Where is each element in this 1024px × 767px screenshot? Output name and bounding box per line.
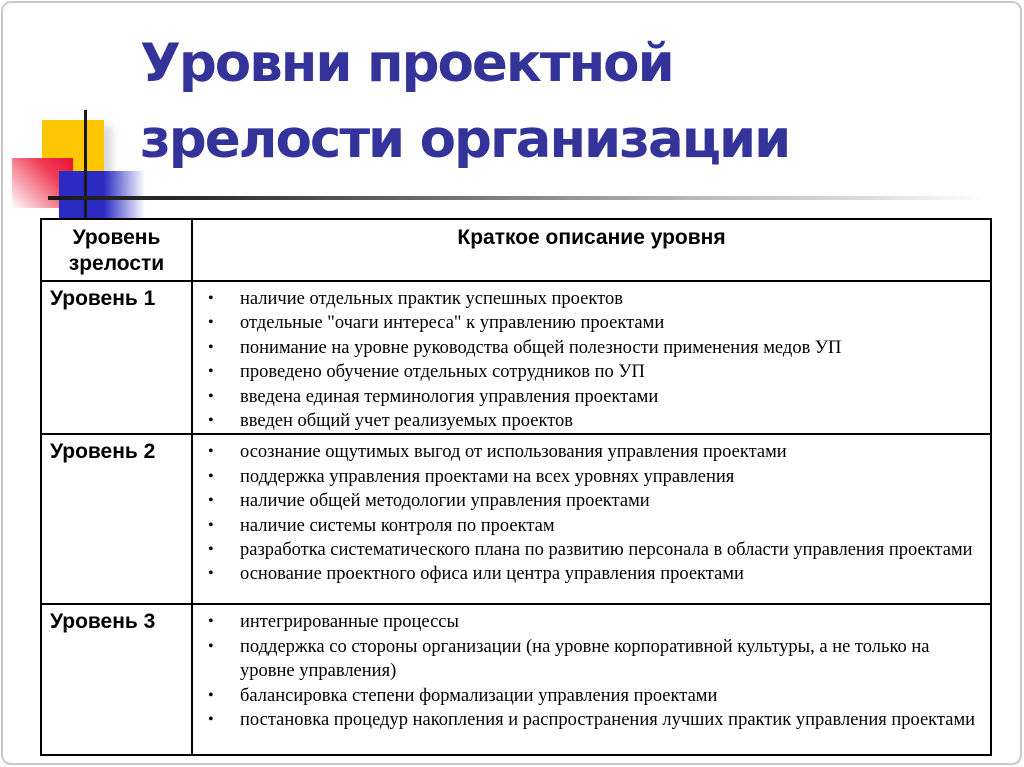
bullet-text: отдельные "очаги интереса" к управлению проектами (240, 313, 665, 334)
bullet-item (208, 684, 978, 708)
bullet-icon: • (208, 314, 214, 332)
bullet-text: проведено обучение отдельных сотрудников по УП (240, 362, 645, 383)
bullet-text: поддержка со стороны организации (на уровне корпоративной культуры, а не только на уровне управления) (240, 636, 930, 682)
bullet-item (208, 409, 978, 433)
bullet-text: наличие системы контроля по проектам (240, 515, 555, 536)
bullet-icon: • (208, 541, 214, 559)
bullet-text: балансировка степени формализации управления проектами (240, 685, 718, 706)
header-cell-level: Уровень зрелости (41, 219, 192, 281)
bullet-text: основание проектного офиса или центра управления проектами (240, 564, 744, 585)
level-1-label: Уровень 1 (41, 281, 192, 434)
bullet-icon: • (208, 492, 214, 510)
bullet-item (208, 385, 978, 409)
bullet-text: наличие общей методологии управления проектами (240, 491, 650, 512)
bullet-item (208, 489, 978, 513)
bullet-text: разработка систематического плана по развитию персонала в области управления проектами (240, 540, 973, 561)
table-header-row (41, 219, 991, 281)
level-3-description (192, 604, 991, 755)
bullet-icon: • (208, 412, 214, 430)
level-3-bullet-list (193, 605, 990, 732)
bullet-text: постановка процедур накопления и распространения лучших практик управления проектами (240, 710, 976, 731)
bullet-item (208, 610, 978, 634)
bullet-icon: • (208, 711, 214, 729)
bullet-item (208, 336, 978, 360)
bullet-icon: • (208, 363, 214, 381)
level-2-label: Уровень 2 (41, 434, 192, 604)
level-1-bullet-list (193, 282, 990, 433)
slide-title-line1: Уровни проектной (140, 33, 673, 94)
bullet-text: наличие отдельных практик успешных проектов (240, 289, 623, 309)
bullet-icon: • (208, 387, 214, 405)
level-1-description (192, 281, 991, 434)
bullet-item (208, 635, 978, 684)
slide-title (140, 26, 900, 178)
bullet-icon: • (208, 613, 214, 631)
bullet-icon: • (208, 637, 214, 655)
bullet-item (208, 465, 978, 489)
bullet-item (208, 708, 978, 732)
bullet-item (208, 287, 978, 311)
table-row-level-2 (41, 434, 991, 604)
slide-title-line2: зрелости организации (140, 109, 790, 170)
bullet-icon: • (208, 686, 214, 704)
vertical-line-decor (84, 110, 87, 222)
header-cell-description: Краткое описание уровня (192, 219, 991, 281)
bullet-icon: • (208, 290, 214, 307)
bullet-item (208, 538, 978, 562)
bullet-item (208, 562, 978, 586)
bullet-text: введена единая терминология управления проектами (240, 386, 659, 407)
maturity-table (40, 218, 992, 756)
bullet-icon: • (208, 443, 214, 461)
level-3-label: Уровень 3 (41, 604, 192, 755)
bullet-item (208, 311, 978, 335)
maturity-table-container (40, 218, 992, 756)
bullet-text: поддержка управления проектами на всех уровнях управления (240, 466, 735, 487)
level-2-description (192, 434, 991, 604)
bullet-text: понимание на уровне руководства общей полезности применения медов УП (240, 337, 842, 358)
title-divider-line (48, 196, 985, 200)
bullet-text: осознание ощутимых выгод от использования управления проектами (240, 442, 787, 463)
bullet-item (208, 514, 978, 538)
table-row-level-3 (41, 604, 991, 755)
bullet-item (208, 360, 978, 384)
bullet-icon: • (208, 516, 214, 534)
bullet-text: интегрированные процессы (240, 612, 459, 633)
table-row-level-1 (41, 281, 991, 434)
bullet-icon: • (208, 565, 214, 583)
level-2-bullet-list (193, 435, 990, 586)
bullet-text: введен общий учет реализуемых проектов (240, 411, 574, 432)
bullet-icon: • (208, 467, 214, 485)
bullet-icon: • (208, 338, 214, 356)
bullet-item (208, 440, 978, 464)
